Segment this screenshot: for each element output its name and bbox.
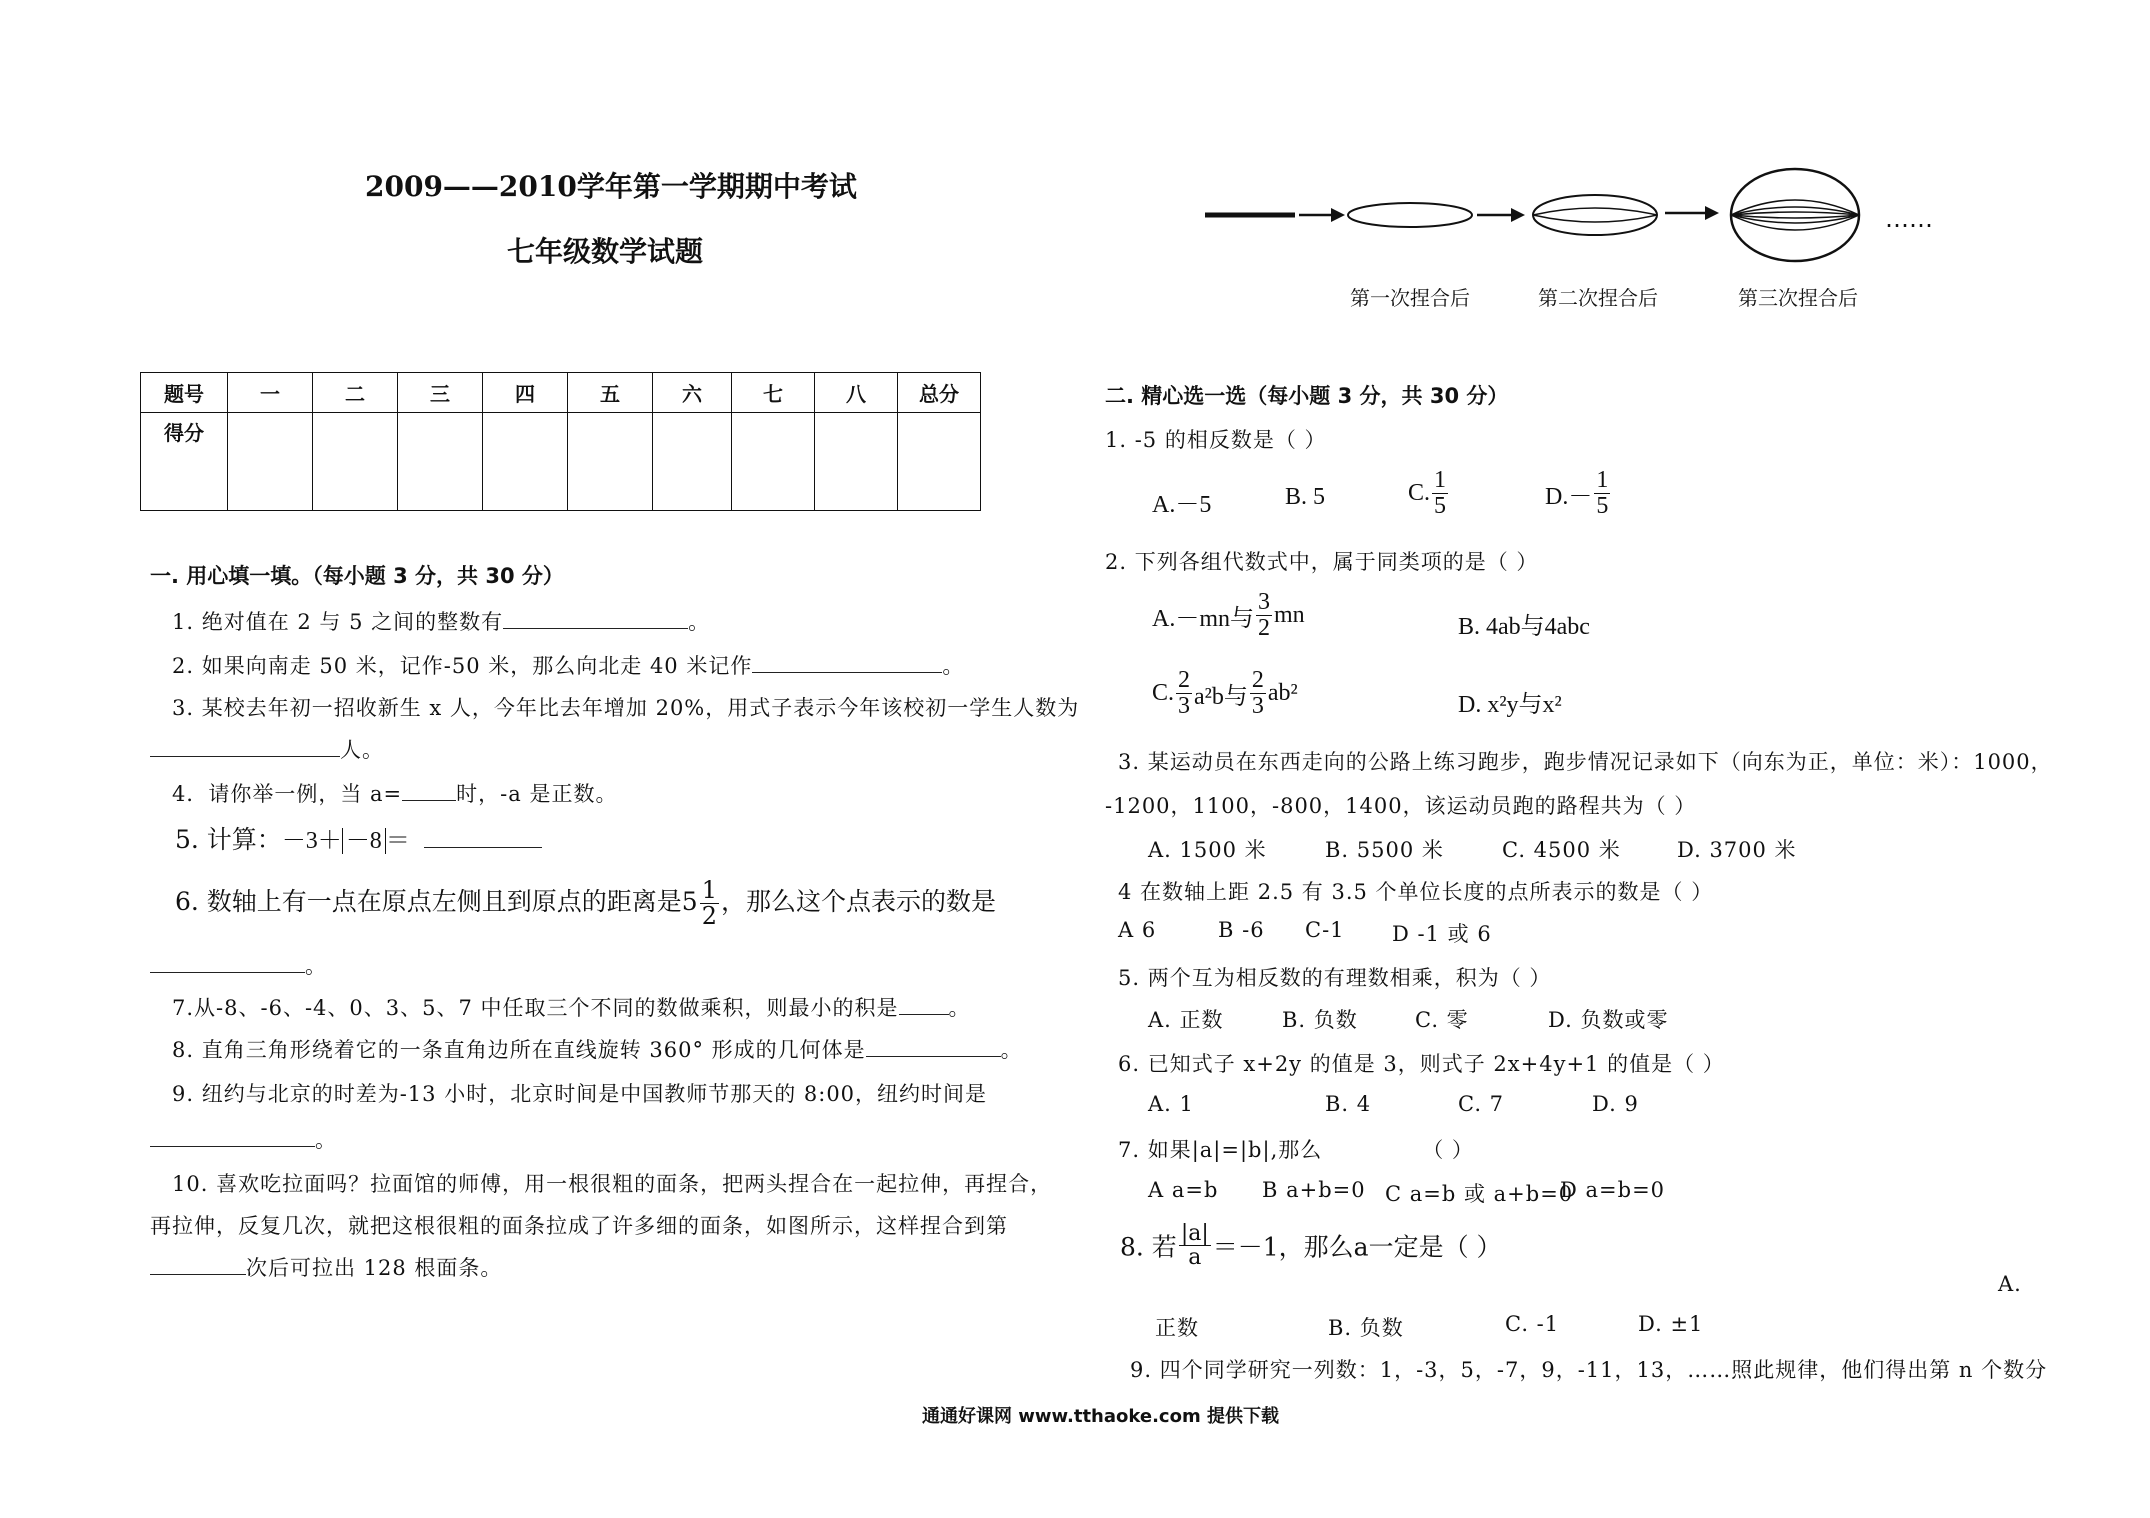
s1-question-9a: 9. 纽约与北京的时差为-13 小时，北京时间是中国教师节那天的 8:00，纽约时间是 <box>172 1082 988 1106</box>
s2-q4-option-a[interactable]: A 6 <box>1118 918 1157 942</box>
question-text: 1. 绝对值在 2 与 5 之间的整数有 <box>172 610 504 634</box>
arrow-icon <box>1299 208 1345 222</box>
s2-q1-option-b[interactable]: B. 5 <box>1285 484 1326 510</box>
abs-value-expr <box>342 828 386 854</box>
denominator: 3 <box>1251 693 1264 720</box>
s2-q6-option-d[interactable]: D. 9 <box>1592 1092 1639 1116</box>
s1-question-6-blank <box>150 950 327 980</box>
score-cell: 八 <box>815 373 898 413</box>
s2-q7-option-d[interactable]: D a=b=0 <box>1560 1178 1666 1202</box>
s2-q1-option-c[interactable] <box>1408 468 1450 519</box>
question-text: ，那么这个点表示的数是 <box>721 887 997 917</box>
question-text: 4．请你举一例，当 a= <box>172 782 403 806</box>
score-cell: 二 <box>313 373 398 413</box>
question-text: 7.从-8、-6、-4、0、3、5、7 中任取三个不同的数做乘积，则最小的积是 <box>172 996 899 1020</box>
s2-q2-option-c[interactable] <box>1152 668 1298 719</box>
option-label: D.－ <box>1545 484 1593 511</box>
exam-subtitle: 七年级数学试题 <box>507 235 704 268</box>
s2-q5-option-c[interactable]: C. 零 <box>1415 1008 1469 1032</box>
s1-question-1 <box>172 606 710 636</box>
fraction <box>1594 468 1610 519</box>
s2-question-8 <box>1120 1222 1502 1269</box>
noodle-diagram <box>1195 165 1945 280</box>
footer-text: 通通好课网 www.tthaoke.com 提供下载 <box>922 1406 1279 1427</box>
answer-blank[interactable] <box>503 608 688 629</box>
score-input-cell[interactable] <box>398 413 483 511</box>
score-table-score-row <box>141 413 981 511</box>
s2-q6-option-c[interactable]: C. 7 <box>1458 1092 1505 1116</box>
s2-question-2: 2. 下列各组代数式中，属于同类项的是（ ） <box>1105 550 1539 574</box>
s2-question-6: 6. 已知式子 x+2y 的值是 3，则式子 2x+4y+1 的值是（ ） <box>1118 1052 1725 1076</box>
answer-blank[interactable] <box>752 652 942 673</box>
s2-q6-option-a[interactable]: A. 1 <box>1148 1092 1194 1116</box>
s2-q2-option-b[interactable]: B. 4ab与4abc <box>1458 614 1590 640</box>
s2-q8-option-c[interactable]: C. -1 <box>1505 1312 1560 1336</box>
numerator: 2 <box>1251 667 1264 693</box>
abs-inner: －8 <box>345 828 382 854</box>
score-input-cell[interactable] <box>898 413 981 511</box>
s1-question-3a: 3. 某校去年初一招收新生 x 人，今年比去年增加 20%，用式子表示今年该校初一学生人数为 <box>172 696 1080 720</box>
score-table <box>140 372 981 511</box>
question-end: 人。 <box>340 738 384 762</box>
s2-q5-option-a[interactable]: A. 正数 <box>1148 1008 1224 1032</box>
option-label: C. <box>1408 480 1431 507</box>
s2-question-7 <box>1118 1134 1474 1164</box>
score-cell: 七 <box>732 373 815 413</box>
s2-q4-option-b[interactable]: B -6 <box>1218 918 1265 942</box>
answer-blank[interactable] <box>150 736 340 757</box>
answer-blank[interactable] <box>899 994 949 1015</box>
numerator: 1 <box>701 876 717 904</box>
s2-q4-option-c[interactable]: C-1 <box>1305 918 1345 942</box>
s2-q3-option-b[interactable]: B. 5500 米 <box>1325 838 1444 862</box>
fraction <box>1179 1222 1211 1269</box>
diagram-caption-1: 第一次捏合后 <box>1350 286 1470 310</box>
numerator: 3 <box>1258 589 1270 615</box>
question-text: 6. 数轴上有一点在原点左侧且到原点的距离是5 <box>175 887 698 917</box>
denominator: 5 <box>1596 493 1609 520</box>
s1-question-3b <box>150 734 384 764</box>
section2-heading: 二. 精心选一选（每小题 3 分，共 30 分） <box>1105 384 1509 408</box>
numerator: 1 <box>1596 467 1609 493</box>
score-cell: 三 <box>398 373 483 413</box>
s2-q7-option-a[interactable]: A a=b <box>1148 1178 1219 1202</box>
denominator: a <box>1188 1245 1202 1271</box>
math-expr: －3＋ <box>281 828 342 854</box>
noodle-ellipse-1 <box>1348 203 1472 227</box>
score-input-cell[interactable] <box>483 413 568 511</box>
s2-question-3a: 3. 某运动员在东西走向的公路上练习跑步，跑步情况记录如下（向东为正，单位：米）：1000， <box>1118 750 2053 774</box>
denominator: 3 <box>1178 693 1191 720</box>
s1-question-5 <box>175 820 542 856</box>
s2-question-9: 9. 四个同学研究一列数：1，-3，5，-7，9，-11，13，……照此规律，他们得出第 n 个数分 <box>1130 1358 2048 1382</box>
noodle-ellipse-3 <box>1731 169 1859 261</box>
score-cell: 一 <box>228 373 313 413</box>
answer-paren: （ ） <box>1422 1138 1474 1162</box>
option-text: a²b与 <box>1194 684 1248 711</box>
s1-question-7 <box>172 992 971 1022</box>
score-input-cell[interactable] <box>568 413 653 511</box>
diagram-caption-3: 第三次捏合后 <box>1738 286 1858 310</box>
arrow-icon <box>1477 208 1525 222</box>
s2-q2-option-a[interactable] <box>1152 590 1305 641</box>
s2-q5-option-d[interactable]: D. 负数或零 <box>1548 1008 1669 1032</box>
question-text: 时，-a 是正数。 <box>456 782 618 806</box>
s2-q3-option-c[interactable]: C. 4500 米 <box>1502 838 1621 862</box>
question-end: 。 <box>688 610 711 634</box>
s2-question-4: 4 在数轴上距 2.5 有 3.5 个单位长度的点所表示的数是（ ） <box>1118 880 1714 904</box>
question-end: 。 <box>942 654 965 678</box>
noodle-ellipse-2 <box>1533 195 1657 235</box>
s1-question-10a: 10. 喜欢吃拉面吗？拉面馆的师傅，用一根很粗的面条，把两头捏合在一起拉伸，再捏合， <box>172 1172 1053 1196</box>
s2-q1-option-a[interactable]: A.－5 <box>1152 492 1212 518</box>
score-cell: 题号 <box>141 373 228 413</box>
s2-q8-option-d[interactable]: D. ±1 <box>1638 1312 1704 1336</box>
question-end: 。 <box>1000 1038 1023 1062</box>
score-label-cell: 得分 <box>141 413 228 511</box>
diagram-ellipsis: …… <box>1885 205 1933 233</box>
numerator: |a| <box>1180 1221 1209 1246</box>
option-label: A.－mn与 <box>1152 606 1254 633</box>
question-text: 8. 若 <box>1120 1232 1177 1262</box>
diagram-caption-2: 第二次捏合后 <box>1538 286 1658 310</box>
answer-blank[interactable] <box>150 1126 315 1147</box>
question-text: 2. 如果向南走 50 米，记作-50 米，那么向北走 40 米记作 <box>172 654 753 678</box>
fraction <box>1256 590 1272 641</box>
s1-question-8 <box>172 1034 1023 1064</box>
s1-question-10b: 再拉伸，反复几次，就把这根很粗的面条拉成了许多细的面条，如图所示，这样捏合到第 <box>150 1214 1008 1238</box>
option-label: C. <box>1152 680 1175 707</box>
numerator: 2 <box>1178 667 1191 693</box>
question-end: 。 <box>948 996 971 1020</box>
s1-question-2 <box>172 650 964 680</box>
fraction <box>1176 668 1192 719</box>
question-text: 次后可拉出 128 根面条。 <box>246 1256 503 1280</box>
question-text: 5. 计算： <box>175 825 282 854</box>
score-cell: 四 <box>483 373 568 413</box>
answer-blank[interactable] <box>150 1254 246 1275</box>
answer-blank[interactable] <box>150 952 305 973</box>
s2-q6-option-b[interactable]: B. 4 <box>1325 1092 1372 1116</box>
s2-q4-option-d[interactable]: D -1 或 6 <box>1392 922 1492 946</box>
denominator: 2 <box>1258 615 1270 642</box>
question-end: 。 <box>305 954 327 978</box>
score-input-cell[interactable] <box>732 413 815 511</box>
s2-q8-option-a[interactable]: 正数 <box>1155 1316 1199 1340</box>
s2-q3-option-d[interactable]: D. 3700 米 <box>1677 838 1797 862</box>
s1-question-10c <box>150 1252 502 1282</box>
s2-q3-option-a[interactable]: A. 1500 米 <box>1148 838 1267 862</box>
question-text: 7. 如果|a|=|b|,那么 <box>1118 1138 1323 1162</box>
answer-blank[interactable] <box>424 827 542 848</box>
fraction <box>1432 468 1448 519</box>
option-text: ab² <box>1267 680 1298 707</box>
denominator: 5 <box>1434 493 1447 520</box>
question-end: 。 <box>315 1128 337 1152</box>
section1-heading: 一. 用心填一填。（每小题 3 分，共 30 分） <box>150 564 564 588</box>
score-input-cell[interactable] <box>228 413 313 511</box>
answer-blank[interactable] <box>402 780 456 801</box>
option-text: mn <box>1274 602 1305 629</box>
score-cell: 总分 <box>898 373 981 413</box>
s1-question-6 <box>175 878 996 929</box>
s2-question-1: 1. -5 的相反数是（ ） <box>1105 428 1327 452</box>
s2-q2-option-d[interactable]: D. x²y与x² <box>1458 692 1562 718</box>
question-text: ＝－1，那么a一定是（ ） <box>1212 1232 1502 1262</box>
score-input-cell[interactable] <box>653 413 732 511</box>
s1-question-4 <box>172 778 617 808</box>
s2-question-5: 5. 两个互为相反数的有理数相乘，积为（ ） <box>1118 966 1552 990</box>
denominator: 2 <box>701 902 717 931</box>
math-eq: ＝ <box>385 828 410 854</box>
s2-q8-option-b[interactable]: B. 负数 <box>1328 1316 1404 1340</box>
s2-q7-option-c[interactable]: C a=b 或 a+b=0 <box>1385 1182 1574 1206</box>
arrow-icon <box>1665 206 1719 220</box>
answer-blank[interactable] <box>866 1036 1001 1057</box>
fraction <box>1250 668 1266 719</box>
exam-title: 2009——2010学年第一学期期中考试 <box>365 170 857 203</box>
score-input-cell[interactable] <box>313 413 398 511</box>
question-text: 8. 直角三角形绕着它的一条直角边所在直线旋转 360° 形成的几何体是 <box>172 1038 866 1062</box>
numerator: 1 <box>1434 467 1447 493</box>
s2-q1-option-d[interactable] <box>1545 468 1612 519</box>
fraction <box>700 878 719 929</box>
s2-q7-option-b[interactable]: B a+b=0 <box>1262 1178 1366 1202</box>
s2-question-3b: -1200，1100，-800，1400，该运动员跑的路程共为（ ） <box>1105 794 1697 818</box>
s2-q5-option-b[interactable]: B. 负数 <box>1282 1008 1358 1032</box>
s1-question-9b <box>150 1124 337 1154</box>
score-table-header-row <box>141 373 981 413</box>
score-cell: 六 <box>653 373 732 413</box>
score-input-cell[interactable] <box>815 413 898 511</box>
score-cell: 五 <box>568 373 653 413</box>
s2-q8-option-a-label[interactable]: A. <box>1998 1272 2022 1296</box>
